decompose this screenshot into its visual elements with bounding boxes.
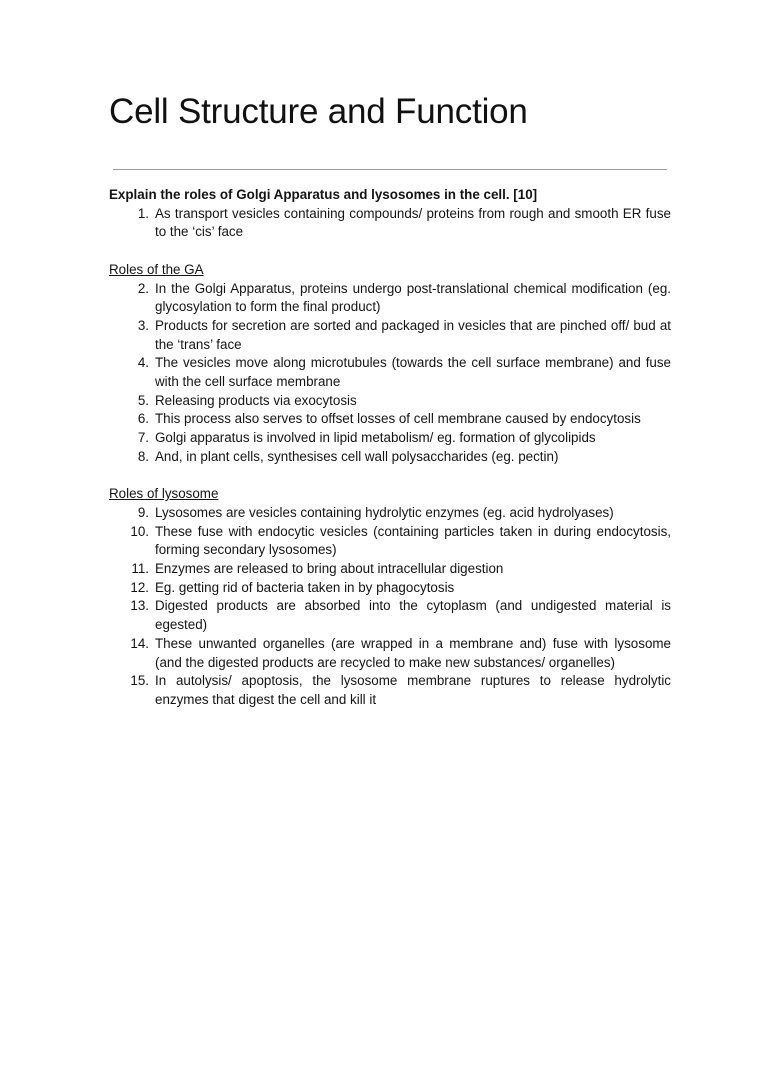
list-item <box>109 504 671 523</box>
list-item-text: Products for secretion are sorted and packaged in vesicles that are pinched off/ bud at the ‘trans’ face <box>155 317 671 352</box>
list-item <box>109 579 671 598</box>
list-item <box>109 410 671 429</box>
list-item <box>109 280 671 317</box>
page-title: Cell Structure and Function <box>109 92 528 131</box>
list-item <box>109 560 671 579</box>
list-item <box>109 448 671 467</box>
list-item-number: 6. <box>137 411 149 427</box>
intro-list <box>109 205 671 242</box>
list-item <box>109 392 671 411</box>
list-item-text: These fuse with endocytic vesicles (containing particles taken in during endocytosis, forming secondary lysosomes) <box>155 523 671 558</box>
list-item <box>109 523 671 560</box>
list-item-number: 15. <box>130 673 149 689</box>
list-item-number: 3. <box>137 317 149 333</box>
list-item-text: And, in plant cells, synthesises cell wall polysaccharides (eg. pectin) <box>155 448 559 464</box>
list-item-text: Golgi apparatus is involved in lipid metabolism/ eg. formation of glycolipids <box>155 430 596 446</box>
list-item-number: 13. <box>130 598 149 614</box>
horizontal-divider <box>113 169 667 170</box>
list-item-text: The vesicles move along microtubules (towards the cell surface membrane) and fuse with the cell surface membrane <box>155 355 671 390</box>
list-item <box>109 672 671 709</box>
list-item-number: 2. <box>137 280 149 296</box>
list-item <box>109 317 671 354</box>
list-item-text: Eg. getting rid of bacteria taken in by phagocytosis <box>155 579 455 595</box>
list-item-number: 1. <box>137 205 149 221</box>
list-item-number: 7. <box>137 430 149 446</box>
list-item-text: Releasing products via exocytosis <box>155 392 357 408</box>
question-heading: Explain the roles of Golgi Apparatus and lysosomes in the cell. [10] <box>109 187 538 202</box>
list-item-text: Lysosomes are vesicles containing hydrolytic enzymes (eg. acid hydrolyases) <box>155 504 614 520</box>
section-heading-golgi: Roles of the GA <box>109 261 204 277</box>
list-item-number: 12. <box>130 579 149 595</box>
list-item-number: 4. <box>137 355 149 371</box>
list-item-number: 14. <box>130 635 149 651</box>
list-item-text: In the Golgi Apparatus, proteins undergo post-translational chemical modification (eg. glycosylation to form the final product) <box>155 280 671 315</box>
list-item <box>109 429 671 448</box>
list-item-text: Enzymes are released to bring about intracellular digestion <box>155 561 504 577</box>
list-item <box>109 597 671 634</box>
list-item-number: 11. <box>131 561 149 577</box>
list-item <box>109 635 671 672</box>
lysosome-roles-list <box>109 504 671 710</box>
list-item-text: As transport vesicles containing compounds/ proteins from rough and smooth ER fuse to the ‘cis’ face <box>155 205 671 240</box>
section-heading-lysosome: Roles of lysosome <box>109 486 219 502</box>
list-item-number: 9. <box>137 504 149 520</box>
list-item <box>109 354 671 391</box>
list-item-text: In autolysis/ apoptosis, the lysosome membrane ruptures to release hydrolytic enzymes that digest the cell and kill it <box>155 673 671 707</box>
list-item <box>109 205 671 242</box>
list-item-text: Digested products are absorbed into the cytoplasm (and undigested material is egested) <box>155 598 671 633</box>
list-item-text: This process also serves to offset losses of cell membrane caused by endocytosis <box>155 411 641 427</box>
list-item-number: 8. <box>137 448 149 464</box>
list-item-text: These unwanted organelles (are wrapped in a membrane and) fuse with lysosome (and the digested products are recycled to make new substances/ organelles) <box>155 635 671 670</box>
golgi-roles-list <box>109 280 671 467</box>
list-item-number: 5. <box>137 392 149 408</box>
document-body <box>109 186 671 710</box>
list-item-number: 10. <box>130 523 149 539</box>
